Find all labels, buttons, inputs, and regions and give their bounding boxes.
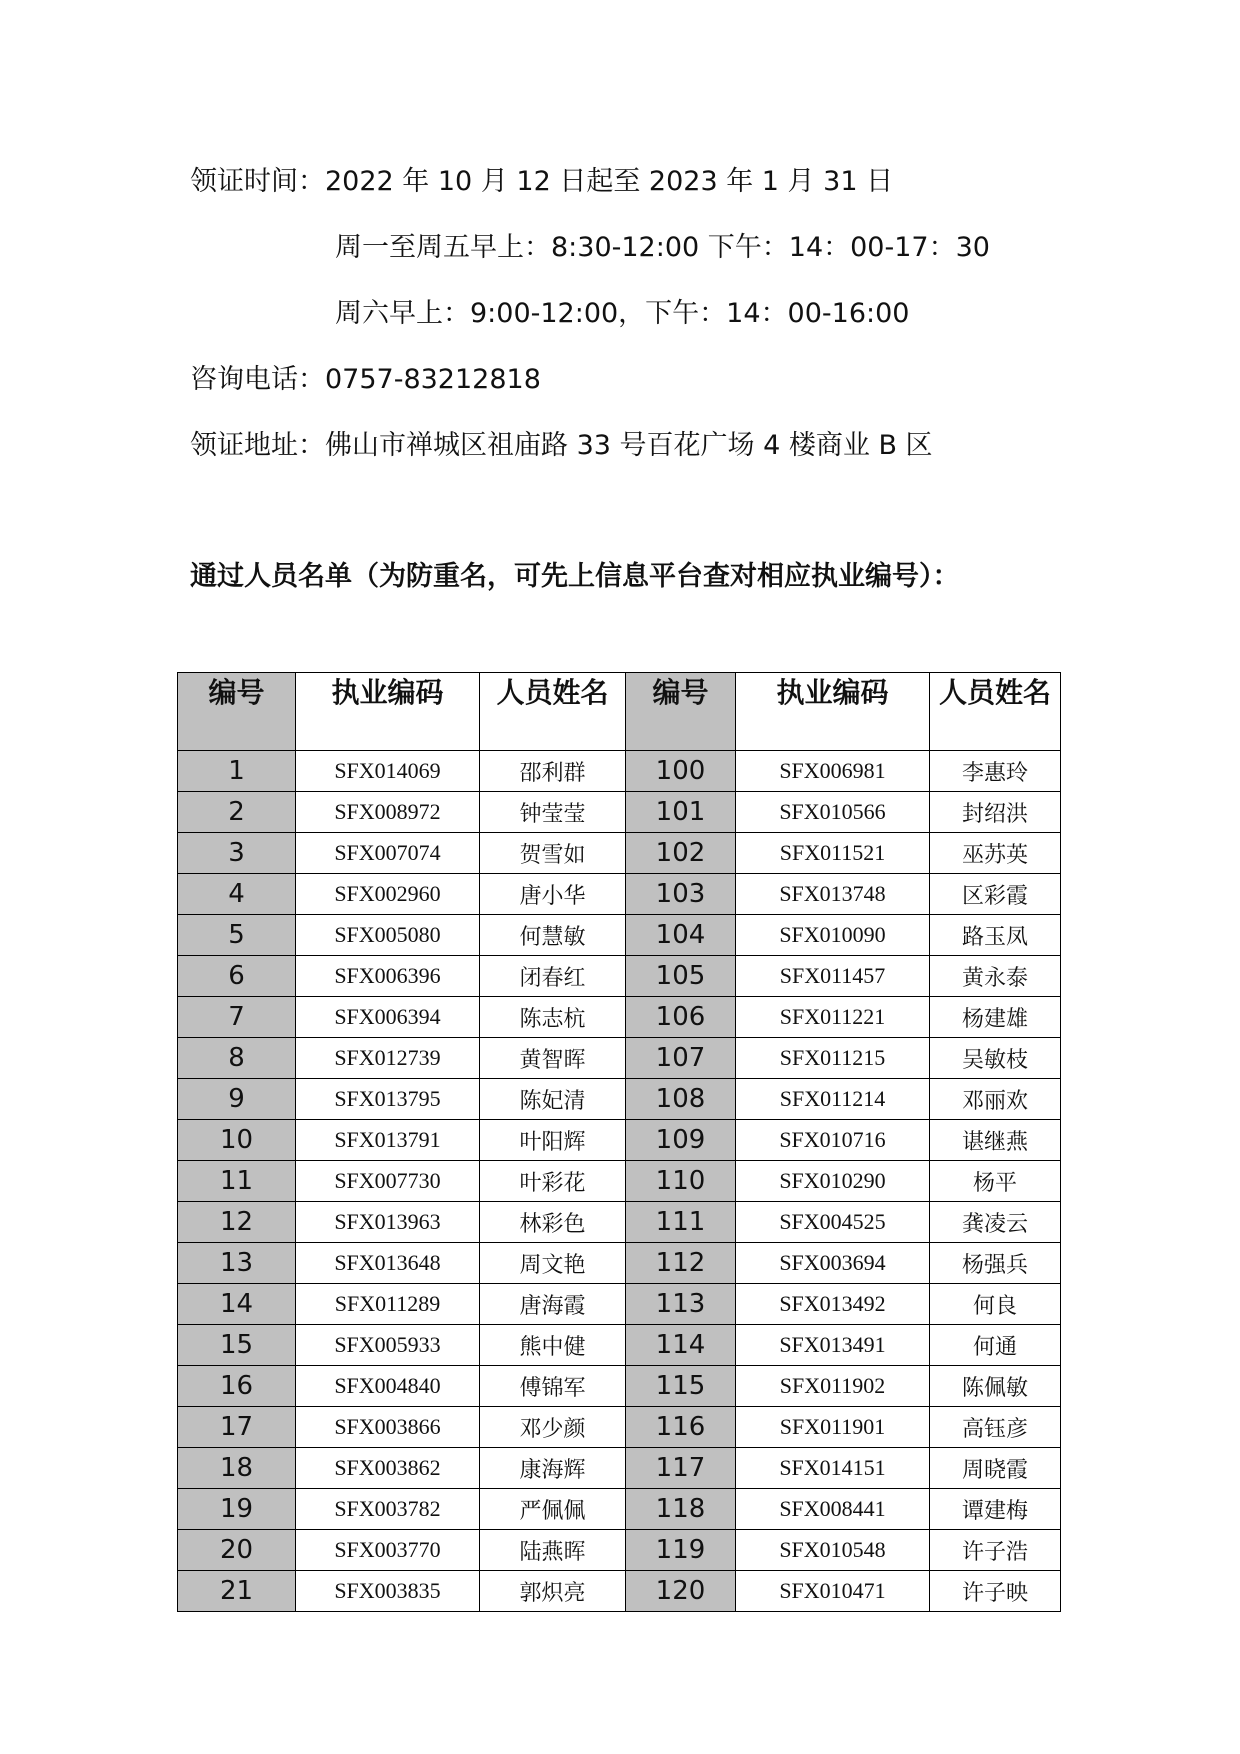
table-body xyxy=(178,751,1061,1612)
person-name: 黄永泰 xyxy=(930,956,1061,997)
person-name: 林彩色 xyxy=(480,1202,626,1243)
header-name-1: 人员姓名 xyxy=(480,673,626,751)
license-code: SFX007730 xyxy=(296,1161,480,1202)
table-row xyxy=(178,1571,1061,1612)
person-name: 区彩霞 xyxy=(930,874,1061,915)
person-name: 许子映 xyxy=(930,1571,1061,1612)
license-code: SFX010566 xyxy=(736,792,930,833)
license-code: SFX013491 xyxy=(736,1325,930,1366)
row-number: 10 xyxy=(178,1120,296,1161)
person-name: 龚凌云 xyxy=(930,1202,1061,1243)
table-row xyxy=(178,1530,1061,1571)
row-number: 107 xyxy=(626,1038,736,1079)
phone-line xyxy=(190,360,541,400)
table-row xyxy=(178,1366,1061,1407)
person-name: 陈佩敏 xyxy=(930,1366,1061,1407)
license-code: SFX006394 xyxy=(296,997,480,1038)
table-row xyxy=(178,833,1061,874)
header-name-2: 人员姓名 xyxy=(930,673,1061,751)
row-number: 5 xyxy=(178,915,296,956)
license-code: SFX011214 xyxy=(736,1079,930,1120)
license-code: SFX011902 xyxy=(736,1366,930,1407)
license-code: SFX011521 xyxy=(736,833,930,874)
row-number: 108 xyxy=(626,1079,736,1120)
row-number: 103 xyxy=(626,874,736,915)
person-name: 闭春红 xyxy=(480,956,626,997)
row-number: 113 xyxy=(626,1284,736,1325)
row-number: 112 xyxy=(626,1243,736,1284)
table-row xyxy=(178,1161,1061,1202)
address-line xyxy=(190,426,933,466)
person-name: 陈志杭 xyxy=(480,997,626,1038)
person-name: 杨平 xyxy=(930,1161,1061,1202)
table-row xyxy=(178,1448,1061,1489)
row-number: 116 xyxy=(626,1407,736,1448)
license-code: SFX013492 xyxy=(736,1284,930,1325)
row-number: 14 xyxy=(178,1284,296,1325)
license-code: SFX010548 xyxy=(736,1530,930,1571)
row-number: 16 xyxy=(178,1366,296,1407)
table-row xyxy=(178,997,1061,1038)
table-row xyxy=(178,1038,1061,1079)
table-row xyxy=(178,1120,1061,1161)
person-name: 吴敏枝 xyxy=(930,1038,1061,1079)
row-number: 118 xyxy=(626,1489,736,1530)
license-code: SFX003835 xyxy=(296,1571,480,1612)
row-number: 100 xyxy=(626,751,736,792)
license-code: SFX010716 xyxy=(736,1120,930,1161)
person-name: 叶阳辉 xyxy=(480,1120,626,1161)
table-row xyxy=(178,956,1061,997)
table-row xyxy=(178,874,1061,915)
license-code: SFX008972 xyxy=(296,792,480,833)
license-code: SFX013748 xyxy=(736,874,930,915)
license-code: SFX013648 xyxy=(296,1243,480,1284)
license-code: SFX002960 xyxy=(296,874,480,915)
person-name: 熊中健 xyxy=(480,1325,626,1366)
table-row xyxy=(178,792,1061,833)
license-code: SFX014151 xyxy=(736,1448,930,1489)
table-row xyxy=(178,1325,1061,1366)
license-code: SFX005933 xyxy=(296,1325,480,1366)
license-code: SFX006396 xyxy=(296,956,480,997)
license-code: SFX013795 xyxy=(296,1079,480,1120)
row-number: 15 xyxy=(178,1325,296,1366)
row-number: 1 xyxy=(178,751,296,792)
row-number: 21 xyxy=(178,1571,296,1612)
row-number: 106 xyxy=(626,997,736,1038)
person-name: 郭炽亮 xyxy=(480,1571,626,1612)
license-code: SFX014069 xyxy=(296,751,480,792)
row-number: 17 xyxy=(178,1407,296,1448)
license-code: SFX004525 xyxy=(736,1202,930,1243)
person-name: 周文艳 xyxy=(480,1243,626,1284)
table-row xyxy=(178,1243,1061,1284)
license-code: SFX010290 xyxy=(736,1161,930,1202)
collection-time-value: 2022 年 10 月 12 日起至 2023 年 1 月 31 日 xyxy=(325,166,894,197)
saturday-hours: 周六早上：9:00-12:00，下午：14：00-16:00 xyxy=(335,298,910,329)
row-number: 3 xyxy=(178,833,296,874)
license-code: SFX003782 xyxy=(296,1489,480,1530)
person-name: 许子浩 xyxy=(930,1530,1061,1571)
row-number: 7 xyxy=(178,997,296,1038)
person-name: 邓丽欢 xyxy=(930,1079,1061,1120)
license-code: SFX013791 xyxy=(296,1120,480,1161)
person-name: 何良 xyxy=(930,1284,1061,1325)
license-code: SFX011289 xyxy=(296,1284,480,1325)
list-heading: 通过人员名单（为防重名，可先上信息平台查对相应执业编号）： xyxy=(190,561,960,592)
collection-time-label: 领证时间： xyxy=(190,166,325,197)
table-header-row xyxy=(178,673,1061,751)
person-name: 陆燕晖 xyxy=(480,1530,626,1571)
person-name: 高钰彦 xyxy=(930,1407,1061,1448)
row-number: 102 xyxy=(626,833,736,874)
table-row xyxy=(178,751,1061,792)
phone-value: 0757-83212818 xyxy=(325,364,541,395)
row-number: 9 xyxy=(178,1079,296,1120)
row-number: 104 xyxy=(626,915,736,956)
row-number: 114 xyxy=(626,1325,736,1366)
person-name: 叶彩花 xyxy=(480,1161,626,1202)
license-code: SFX011215 xyxy=(736,1038,930,1079)
person-name: 唐小华 xyxy=(480,874,626,915)
person-name: 贺雪如 xyxy=(480,833,626,874)
row-number: 111 xyxy=(626,1202,736,1243)
license-code: SFX003862 xyxy=(296,1448,480,1489)
license-code: SFX003770 xyxy=(296,1530,480,1571)
license-code: SFX003866 xyxy=(296,1407,480,1448)
person-name: 傅锦军 xyxy=(480,1366,626,1407)
person-name: 杨强兵 xyxy=(930,1243,1061,1284)
table-row xyxy=(178,1079,1061,1120)
row-number: 110 xyxy=(626,1161,736,1202)
person-name: 李惠玲 xyxy=(930,751,1061,792)
header-number-2: 编号 xyxy=(626,673,736,751)
person-name: 何慧敏 xyxy=(480,915,626,956)
table-row xyxy=(178,1407,1061,1448)
row-number: 11 xyxy=(178,1161,296,1202)
header-number-1: 编号 xyxy=(178,673,296,751)
collection-time-line xyxy=(190,162,893,202)
row-number: 20 xyxy=(178,1530,296,1571)
person-name: 谭建梅 xyxy=(930,1489,1061,1530)
person-name: 杨建雄 xyxy=(930,997,1061,1038)
row-number: 105 xyxy=(626,956,736,997)
table-row xyxy=(178,915,1061,956)
license-code: SFX008441 xyxy=(736,1489,930,1530)
row-number: 8 xyxy=(178,1038,296,1079)
person-name: 严佩佩 xyxy=(480,1489,626,1530)
person-name: 黄智晖 xyxy=(480,1038,626,1079)
phone-label: 咨询电话： xyxy=(190,364,325,395)
person-name: 邵利群 xyxy=(480,751,626,792)
license-code: SFX010471 xyxy=(736,1571,930,1612)
person-name: 周晓霞 xyxy=(930,1448,1061,1489)
row-number: 13 xyxy=(178,1243,296,1284)
license-code: SFX006981 xyxy=(736,751,930,792)
license-code: SFX003694 xyxy=(736,1243,930,1284)
license-code: SFX012739 xyxy=(296,1038,480,1079)
license-code: SFX011221 xyxy=(736,997,930,1038)
row-number: 119 xyxy=(626,1530,736,1571)
person-name: 陈妃清 xyxy=(480,1079,626,1120)
license-code: SFX007074 xyxy=(296,833,480,874)
table-row xyxy=(178,1489,1061,1530)
person-name: 何通 xyxy=(930,1325,1061,1366)
row-number: 115 xyxy=(626,1366,736,1407)
weekday-hours: 周一至周五早上：8:30-12:00 下午：14：00-17：30 xyxy=(335,232,990,263)
person-name: 谌继燕 xyxy=(930,1120,1061,1161)
passed-personnel-table xyxy=(177,672,1061,1612)
row-number: 19 xyxy=(178,1489,296,1530)
row-number: 18 xyxy=(178,1448,296,1489)
row-number: 4 xyxy=(178,874,296,915)
license-code: SFX011901 xyxy=(736,1407,930,1448)
person-name: 康海辉 xyxy=(480,1448,626,1489)
header-code-2: 执业编码 xyxy=(736,673,930,751)
person-name: 钟莹莹 xyxy=(480,792,626,833)
header-code-1: 执业编码 xyxy=(296,673,480,751)
row-number: 120 xyxy=(626,1571,736,1612)
row-number: 117 xyxy=(626,1448,736,1489)
license-code: SFX005080 xyxy=(296,915,480,956)
person-name: 邓少颜 xyxy=(480,1407,626,1448)
person-name: 唐海霞 xyxy=(480,1284,626,1325)
row-number: 101 xyxy=(626,792,736,833)
address-value: 佛山市禅城区祖庙路 33 号百花广场 4 楼商业 B 区 xyxy=(325,430,933,461)
row-number: 2 xyxy=(178,792,296,833)
license-code: SFX013963 xyxy=(296,1202,480,1243)
license-code: SFX011457 xyxy=(736,956,930,997)
person-name: 封绍洪 xyxy=(930,792,1061,833)
row-number: 109 xyxy=(626,1120,736,1161)
address-label: 领证地址： xyxy=(190,430,325,461)
person-name: 路玉凤 xyxy=(930,915,1061,956)
row-number: 12 xyxy=(178,1202,296,1243)
license-code: SFX004840 xyxy=(296,1366,480,1407)
row-number: 6 xyxy=(178,956,296,997)
table-row xyxy=(178,1284,1061,1325)
license-code: SFX010090 xyxy=(736,915,930,956)
table-row xyxy=(178,1202,1061,1243)
person-name: 巫苏英 xyxy=(930,833,1061,874)
